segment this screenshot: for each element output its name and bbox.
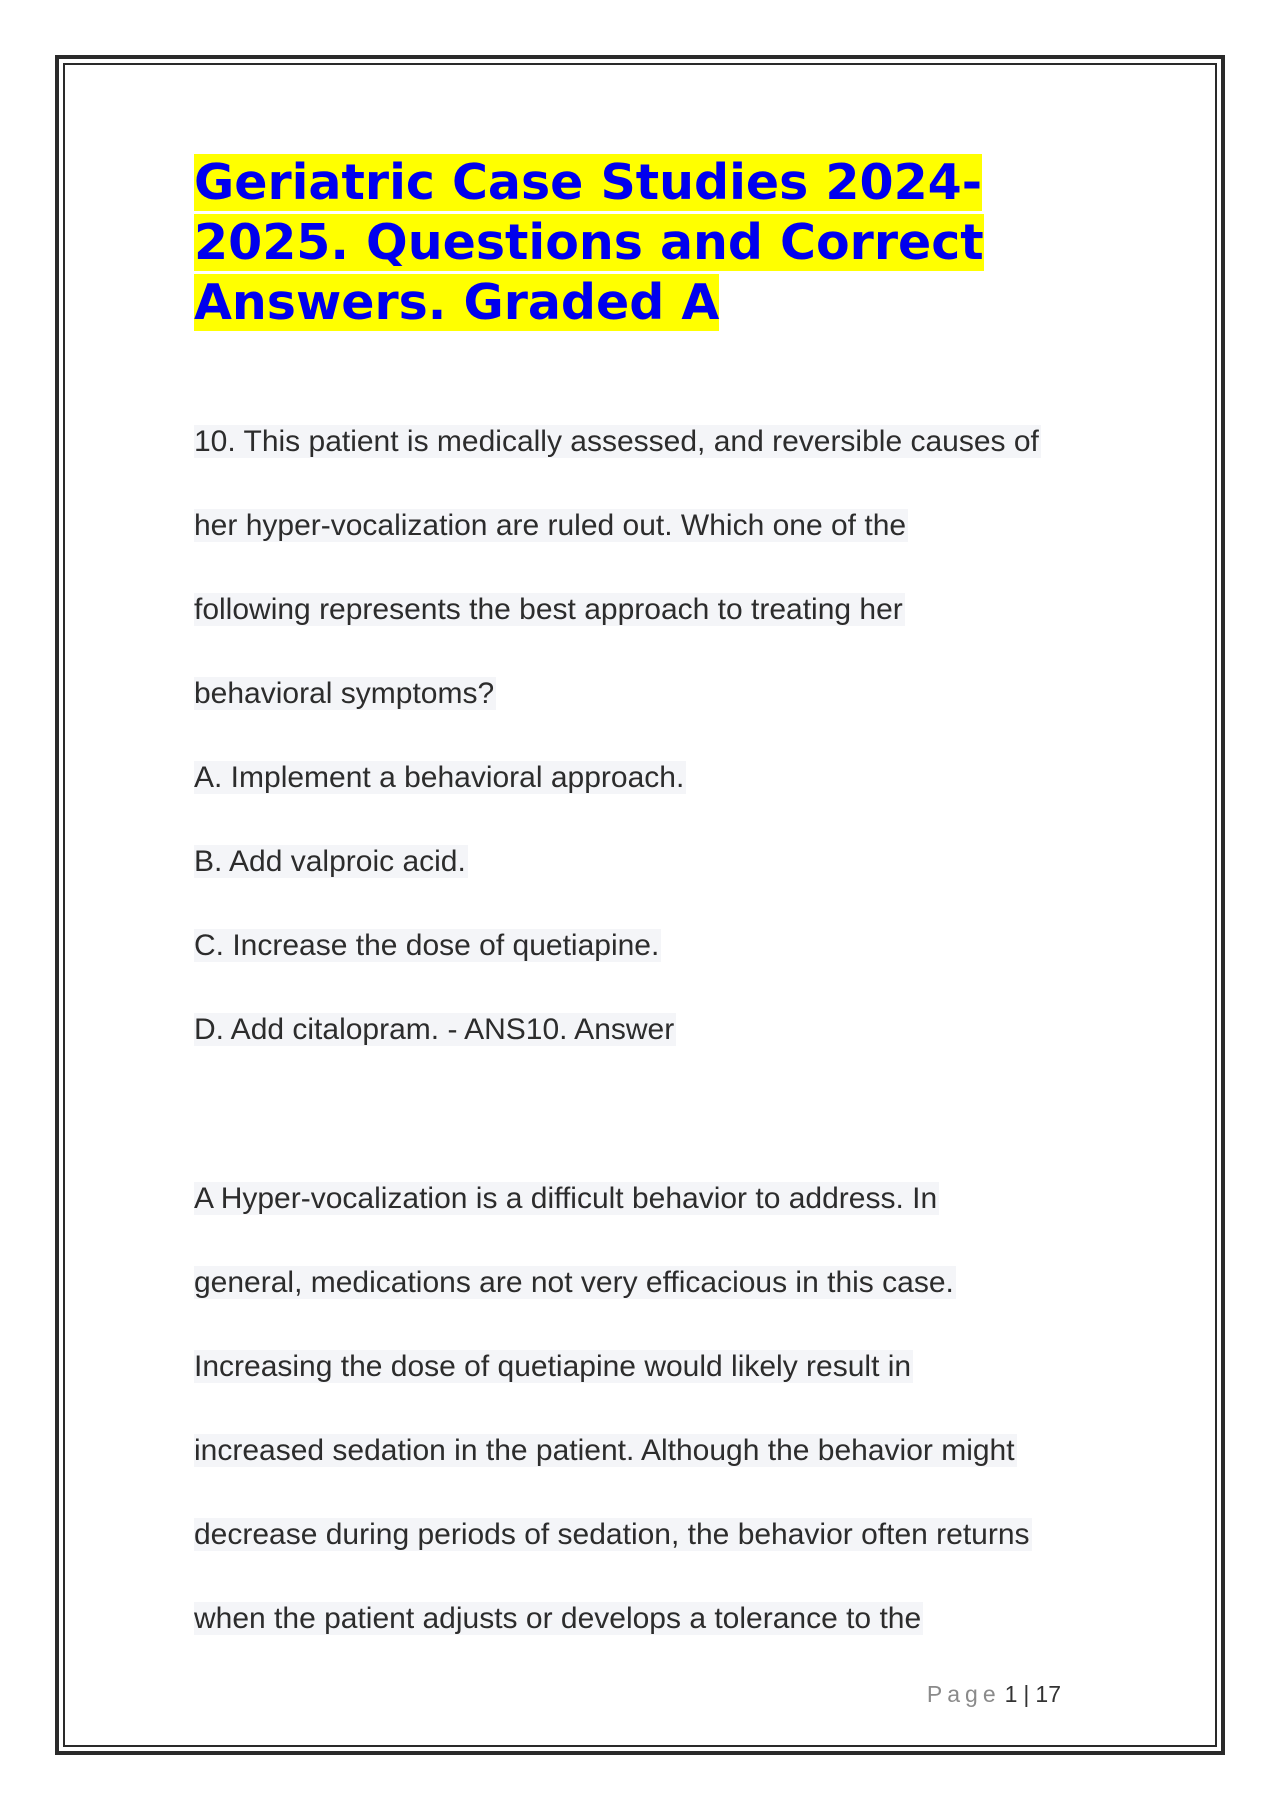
page-separator: | (1023, 1681, 1030, 1707)
question-line: following represents the best approach to treating her (194, 593, 903, 626)
question-line: her hyper-vocalization are ruled out. Which one of the (194, 509, 907, 542)
option-c: C. Increase the dose of quetiapine. (194, 929, 660, 962)
document-title-text: Geriatric Case Studies 2024-2025. Questions and Correct Answers. Graded A (194, 154, 984, 331)
page-footer (927, 1681, 1061, 1708)
answer-line: A Hyper-vocalization is a difficult behavior to address. In (194, 1182, 938, 1215)
answer-line: increased sedation in the patient. Although the behavior might (194, 1434, 1015, 1467)
option-b: B. Add valproic acid. (194, 845, 466, 878)
question-line: 10. This patient is medically assessed, and reversible causes of (194, 425, 1039, 458)
question-line: behavioral symptoms? (194, 677, 495, 710)
answer-line: general, medications are not very efficacious in this case. (194, 1266, 954, 1299)
option-a: A. Implement a behavioral approach. (194, 761, 685, 794)
option-d: D. Add citalopram. - ANS10. Answer (194, 1013, 675, 1046)
answer-line: Increasing the dose of quetiapine would likely result in (194, 1350, 912, 1383)
answer-line: when the patient adjusts or develops a tolerance to the (194, 1602, 922, 1635)
answer-line: decrease during periods of sedation, the behavior often returns (194, 1518, 1030, 1551)
page-word: Page (926, 1681, 1001, 1707)
total-pages: 17 (1035, 1681, 1061, 1707)
document-title (194, 153, 1094, 333)
page-number: 1 (1004, 1681, 1018, 1707)
